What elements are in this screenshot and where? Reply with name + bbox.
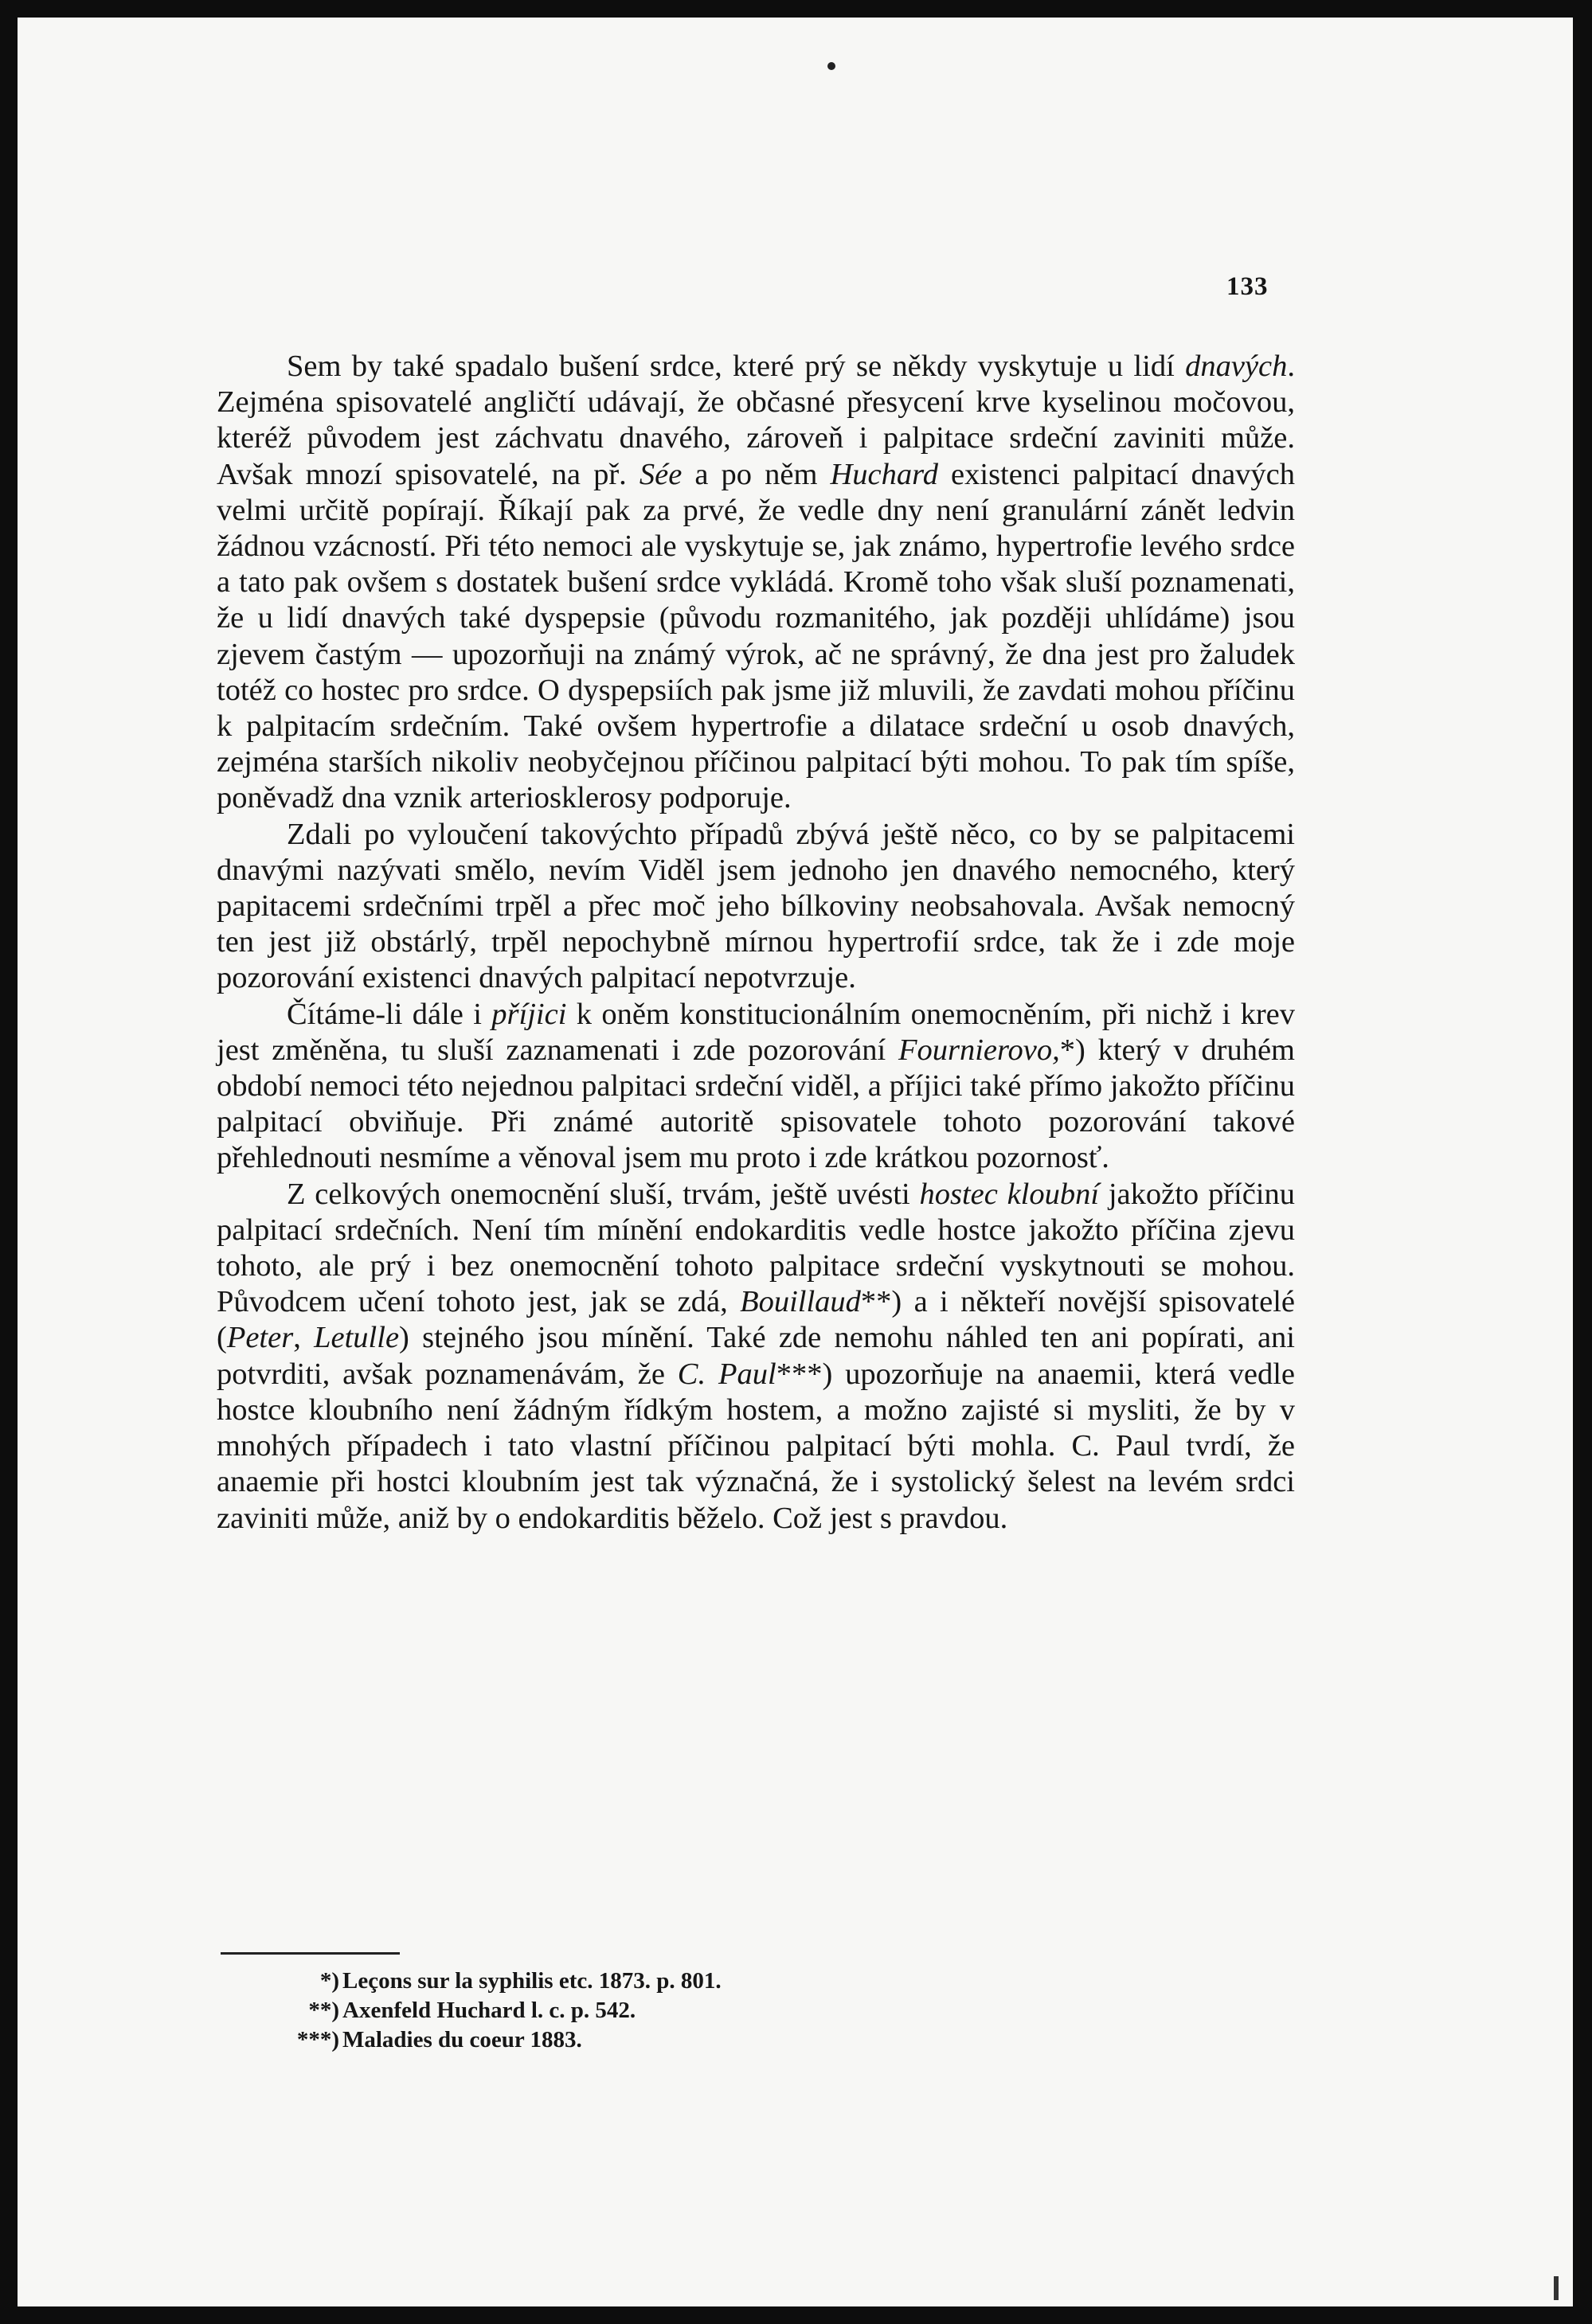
footnote-mark: *) [319,1968,339,1994]
text-run: k oněm konstitucionálním onemocněním, při nichž i krev jest změněna, tu sluší zaznamenati i zde pozorování [217,997,1295,1067]
text-run: ***) upozorňuje na anaemii, která vedle hostce kloubního není žádným řídkým hostem, a možno zajisté si mysliti, že by v mnohých případech i tato vlastní příčinou palpitací býti mohla. C. Paul tvrdí, že anaemie při hostci kloubním jest tak význačná, že i systolický šelest na levém srdci zaviniti může, aniž by o endokarditis běželo. Což jest s pravdou. [217,1357,1295,1535]
page-number: 133 [1226,272,1269,301]
text-run: . Zejména spisovatelé angličtí udávají, že občasné přesycení krve kyselinou močovou, kteréž původem jest záchvatu dnavého, zároveň i palpitace srdeční zaviniti může. Avšak mnozí spisovatelé, na př. [217,350,1295,491]
footnote-mark: ***) [296,2027,339,2053]
italic-run: Fournierovo, [898,1033,1060,1067]
text-run: *) který v druhém období nemoci této nejednou palpitaci srdeční viděl, a příjici také přímo jakožto příčinu palpitací obviňuje. Při známé autoritě spisovatele tohoto pozorování takové přehlednouti nesmíme a věnoval jsem mu proto i zde krátkou pozornosť. [217,1033,1295,1175]
text-run: existenci palpitací dnavých velmi určitě popírají. Říkají pak za prvé, že vedle dny není granulární zánět ledvin žádnou vzácností. Při této nemoci ale vyskytuje se, jak známo, hypertrofie levého srdce a tato pak ovšem s dostatek bušení srdce vykládá. Kromě toho však sluší poznamenati, že u lidí dnavých také dyspepsie (původu rozmanitého, jak později uhlídáme) jsou zjevem častým — upozorňuji na známý výrok, ač ne správný, že dna jest pro žaludek totéž co hostec pro srdce. O dyspepsiích pak jsme již mluvili, že zavdati mohou příčinu k palpitacím srdečním. Také ovšem hypertrofie a dilatace srdeční u osob dnavých, zejména starších nikoliv neobyčejnou příčinou palpitací býti mohou. To pak tím spíše, poněvadž dna vznik arteriosklerosy podporuje. [217,457,1295,815]
italic-run: Huchard [830,457,938,491]
text-run: ) stejného jsou mínění. Také zde nemohu náhled ten ani popírati, ani potvrditi, avšak poznamenávám, že [217,1321,1296,1391]
italic-run: Letulle [314,1321,400,1355]
footnote-1 [280,1967,722,1996]
scanned-page [18,18,1573,2306]
italic-run: dnavých [1185,350,1288,383]
text-run: jakožto příčinu palpitací srdečních. Není tím mínění endokarditis vedle hostce jakožto příčina zjevu tohoto, ale prý i bez onemocnění tohoto palpitace srdeční vyskytnouti se mohou. Původcem učení tohoto jest, jak se zdá, [217,1177,1295,1319]
italic-run: Peter [226,1321,294,1355]
footnote-text: Maladies du coeur 1883. [342,2027,582,2053]
text-run: a po něm [682,457,831,491]
text-run: Sem by také spadalo bušení srdce, které prý se někdy vyskytuje u lidí [287,350,1186,383]
paragraph-4 [217,1177,1295,1537]
text-run: Čítáme-li dále i [287,997,492,1031]
text-run: , [293,1321,315,1355]
body-text [217,349,1295,1537]
paragraph-1 [217,349,1295,817]
footnote-3 [280,2025,722,2055]
print-speck [827,62,835,70]
italic-run: C. Paul [677,1357,776,1391]
text-run: Z celkových onemocnění sluší, trvám, ještě uvésti [287,1177,920,1211]
footnotes [280,1967,722,2055]
italic-run: Bouillaud [740,1285,861,1319]
paragraph-2 [217,817,1295,997]
footnote-text: Leçons sur la syphilis etc. 1873. p. 801. [342,1968,722,1994]
text-run: **) a i někteří novější spisovatelé ( [217,1285,1295,1355]
italic-run: Sée [639,457,683,491]
scan-edge-mark [1554,2276,1559,2300]
italic-run: hostec kloubní [919,1177,1100,1211]
footnote-2 [280,1996,722,2025]
text-run: Zdali po vyloučení takovýchto případů zbývá ještě něco, co by se palpitacemi dnavými nazývati smělo, nevím Viděl jsem jednoho jen dnavého nemocného, který papitacemi srdečními trpěl a přec moč jeho bílkoviny neobsahovala. Avšak nemocný ten jest již obstárlý, trpěl nepochybně mírnou hypertrofií srdce, tak že i zde moje pozorování existenci dnavých palpitací nepotvrzuje. [217,817,1295,995]
footnote-text: Axenfeld Huchard l. c. p. 542. [342,1998,636,2023]
paragraph-3 [217,997,1295,1177]
italic-run: příjici [491,997,567,1031]
footnote-rule [221,1952,400,1955]
footnote-mark: **) [308,1998,339,2023]
